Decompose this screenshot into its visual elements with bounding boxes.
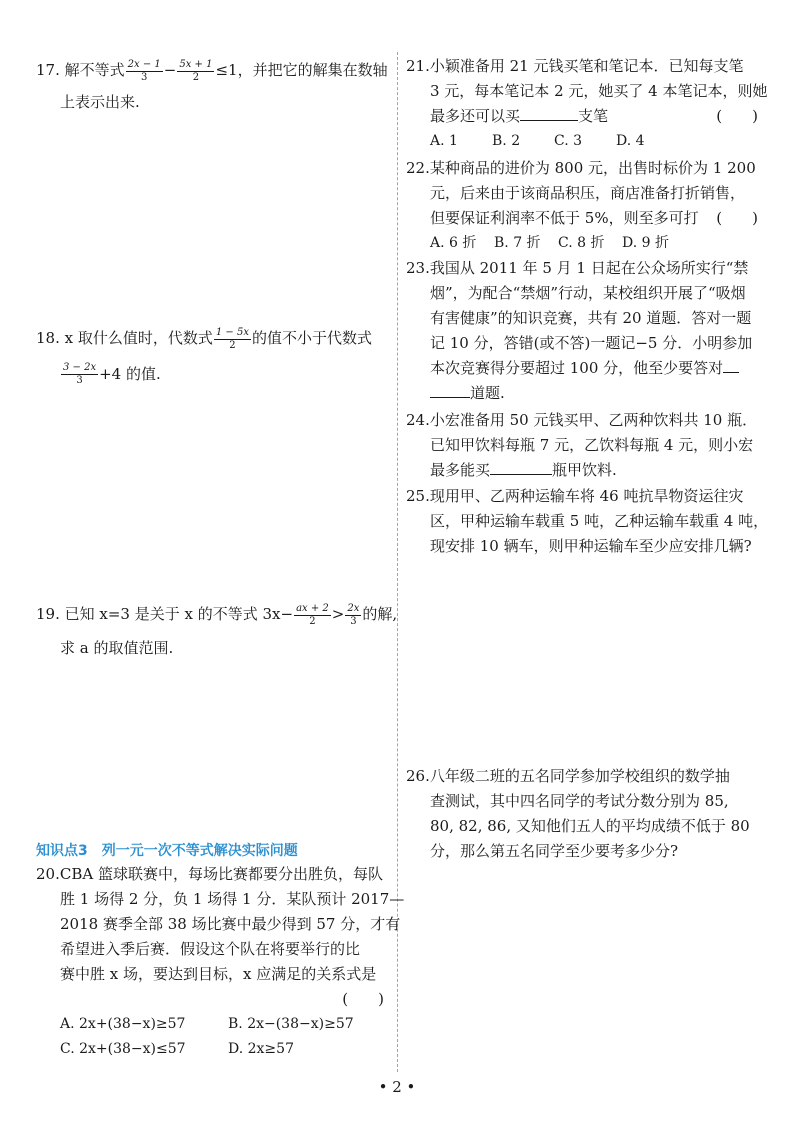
question-text: 现安排 10 辆车，则甲种运输车至少应安排几辆? <box>430 537 752 555</box>
option-b: B. 2x−(38−x)≥57 <box>228 1016 354 1032</box>
question-text: 本次竞赛得分要超过 100 分，他至少要答对 <box>430 359 724 377</box>
question-text: 支笔 <box>578 107 609 125</box>
question-text: 已知甲饮料每瓶 7 元，乙饮料每瓶 4 元，则小宏 <box>430 436 754 454</box>
question-text: 瓶甲饮料. <box>552 461 617 479</box>
question-text: 我国从 2011 年 5 月 1 日起在公众场所实行“禁 <box>429 259 749 277</box>
question-text: 八年级二班的五名同学参加学校组织的数学抽 <box>429 767 730 785</box>
question-text: 某种商品的进价为 800 元，出售时标价为 1 200 <box>429 159 756 177</box>
question-text: +4 的值. <box>99 364 161 383</box>
answer-parentheses: ( ) <box>716 107 758 125</box>
question-20 <box>36 862 405 1062</box>
option-b: B. 2 <box>492 133 521 149</box>
option-b: B. 7 折 <box>494 235 541 251</box>
fraction: $\frac{2x - 1}{3}$ <box>127 58 161 83</box>
question-23 <box>406 256 762 406</box>
question-text: 的解, <box>362 605 398 623</box>
question-text: 道题. <box>470 384 505 402</box>
question-25 <box>406 484 769 559</box>
question-number: 19. <box>36 605 60 623</box>
answer-blank[interactable] <box>520 120 578 121</box>
question-text: 记 10 分，答错(或不答)一题记−5 分．小明参加 <box>430 334 753 352</box>
question-text: 小宏准备用 50 元钱买甲、乙两种饮料共 10 瓶． <box>429 411 758 429</box>
fraction: $\frac{5x + 1}{2}$ <box>179 58 213 83</box>
question-text: 区，甲种运输车载重 5 吨，乙种运输车载重 4 吨， <box>430 512 769 530</box>
question-text: 求 a 的取值范围. <box>60 638 174 657</box>
question-text: x 取什么值时，代数式 <box>64 329 213 347</box>
answer-parentheses: ( ) <box>342 990 384 1008</box>
question-number: 23. <box>406 259 430 277</box>
question-text: 烟”，为配合“禁烟”行动，某校组织开展了“吸烟 <box>430 284 746 302</box>
option-c: C. 3 <box>554 133 583 149</box>
question-text: 2018 赛季全部 38 场比赛中最少得到 57 分，才有 <box>60 915 401 933</box>
question-number: 22. <box>406 159 430 177</box>
question-text: 已知 x=3 是关于 x 的不等式 3x− <box>64 605 294 623</box>
question-number: 25. <box>406 487 430 505</box>
question-text: 最多能买 <box>430 461 491 479</box>
option-a: A. 1 <box>430 133 458 149</box>
question-text: 赛中胜 x 场，要达到目标，x 应满足的关系式是 <box>60 965 377 983</box>
question-text: 但要保证利润率不低于 5%，则至多可打 <box>430 209 699 227</box>
option-c: C. 8 折 <box>558 235 605 251</box>
question-number: 18. <box>36 329 60 347</box>
question-text: 小颖准备用 21 元钱买笔和笔记本．已知每支笔 <box>429 57 744 75</box>
question-text: 解不等式 <box>64 61 125 79</box>
answer-blank[interactable] <box>723 372 739 373</box>
option-a: A. 6 折 <box>430 235 477 251</box>
question-17: 17. 解不等式 $\frac{2x - 1}{3}$ − $\frac{5x + 1}{2}$ ≤1，并把它的解集在数轴 上表示出来. <box>36 58 388 115</box>
question-text: 上表示出来. <box>60 92 140 111</box>
answer-blank[interactable] <box>490 474 552 475</box>
option-c: C. 2x+(38−x)≤57 <box>60 1041 186 1057</box>
question-text: 的值不小于代数式 <box>251 329 372 347</box>
page-number: • 2 • <box>378 1078 416 1096</box>
option-d: D. 2x≥57 <box>228 1041 294 1057</box>
question-text: 有害健康”的知识竞赛，共有 20 道题．答对一题 <box>430 309 752 327</box>
question-26 <box>406 764 762 864</box>
question-24 <box>406 408 762 483</box>
question-18 <box>36 326 372 387</box>
option-a: A. 2x+(38−x)≥57 <box>60 1016 186 1032</box>
question-number: 21. <box>406 57 430 75</box>
question-text: ≤1，并把它的解集在数轴 <box>215 61 388 79</box>
question-text: 分，那么第五名同学至少要考多少分? <box>430 842 679 860</box>
question-number: 20. <box>36 865 60 883</box>
question-text: 80, 82, 86, 又知他们五人的平均成绩不低于 80 <box>430 817 750 835</box>
question-number: 17. <box>36 61 60 79</box>
question-text: 查测试，其中四名同学的考试分数分别为 85, <box>430 792 729 810</box>
question-21 <box>406 54 768 154</box>
question-text: 最多还可以买 <box>430 107 521 125</box>
question-number: 24. <box>406 411 430 429</box>
fraction: $\frac{3 - 2x}{3}$ <box>63 362 97 386</box>
question-19: 19. 已知 x=3 是关于 x 的不等式 3x− $\frac{ax + 2}{2}$ > $\frac{2x}{3}$ 的解, 求 a 的取值范围. <box>36 602 397 661</box>
fraction: $\frac{2x}{3}$ <box>347 602 360 627</box>
question-text: 胜 1 场得 2 分，负 1 场得 1 分．某队预计 2017— <box>60 890 405 908</box>
option-d: D. 4 <box>616 133 645 149</box>
fraction: $\frac{ax + 2}{2}$ <box>296 602 329 627</box>
answer-blank[interactable] <box>430 397 470 398</box>
option-d: D. 9 折 <box>622 235 669 251</box>
question-text: 3 元，每本笔记本 2 元，她买了 4 本笔记本，则她 <box>430 82 768 100</box>
question-text: 希望进入季后赛．假设这个队在将要举行的比 <box>60 940 361 958</box>
question-number: 26. <box>406 767 430 785</box>
question-text: 现用甲、乙两种运输车将 46 吨抗旱物资运往灾 <box>429 487 744 505</box>
question-text: 元，后来由于该商品积压，商店准备打折销售， <box>430 184 746 202</box>
question-text: CBA 篮球联赛中，每场比赛都要分出胜负，每队 <box>59 865 383 883</box>
section-title: 知识点3 列一元一次不等式解决实际问题 <box>36 843 298 859</box>
fraction: $\frac{1 - 5x}{2}$ <box>215 326 249 351</box>
question-22 <box>406 156 762 256</box>
answer-parentheses: ( ) <box>716 209 758 227</box>
